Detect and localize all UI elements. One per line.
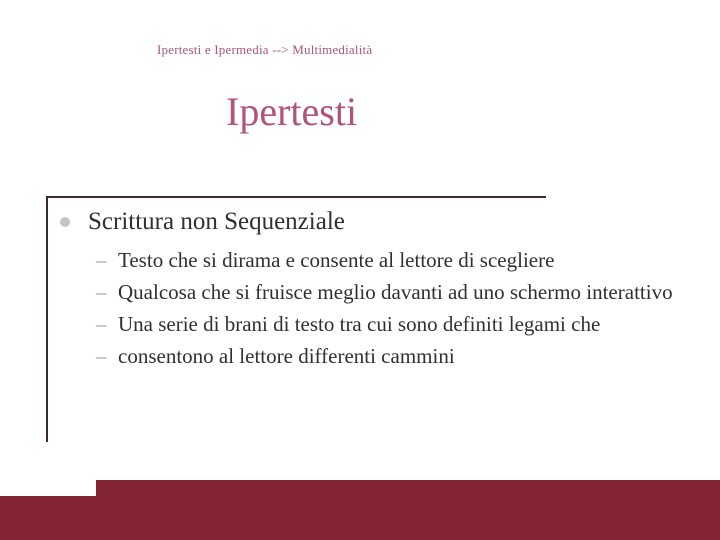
sub-bullet-item — [96, 276, 696, 308]
vertical-rule — [46, 196, 48, 442]
sub-bullet-text: Qualcosa che si fruisce meglio davanti ad uno schermo interattivo — [118, 280, 673, 304]
dash-icon: – — [96, 280, 107, 304]
sub-bullet-text: Una serie di brani di testo tra cui sono definiti legami che — [118, 312, 601, 336]
horizontal-rule — [48, 196, 546, 198]
bullet-item — [60, 206, 345, 238]
footer-notch — [0, 480, 96, 496]
sub-bullet-text: consentono al lettore differenti cammini — [118, 344, 455, 368]
breadcrumb: Ipertesti e Ipermedia --> Multimedialità — [157, 42, 373, 57]
dash-icon: – — [96, 312, 107, 336]
sub-bullet-item — [96, 340, 696, 372]
dash-icon: – — [96, 344, 107, 368]
dash-icon: – — [96, 248, 107, 272]
bullet-text: Scrittura non Sequenziale — [88, 208, 345, 235]
slide-title: Ipertesti — [226, 89, 358, 134]
sub-bullet-item — [96, 308, 696, 340]
bullet-dot-icon — [60, 217, 70, 227]
sub-bullet-text: Testo che si dirama e consente al lettore di scegliere — [118, 248, 555, 272]
sub-bullet-item — [96, 244, 696, 276]
footer-bar — [0, 480, 720, 540]
sub-bullet-list — [96, 244, 696, 372]
